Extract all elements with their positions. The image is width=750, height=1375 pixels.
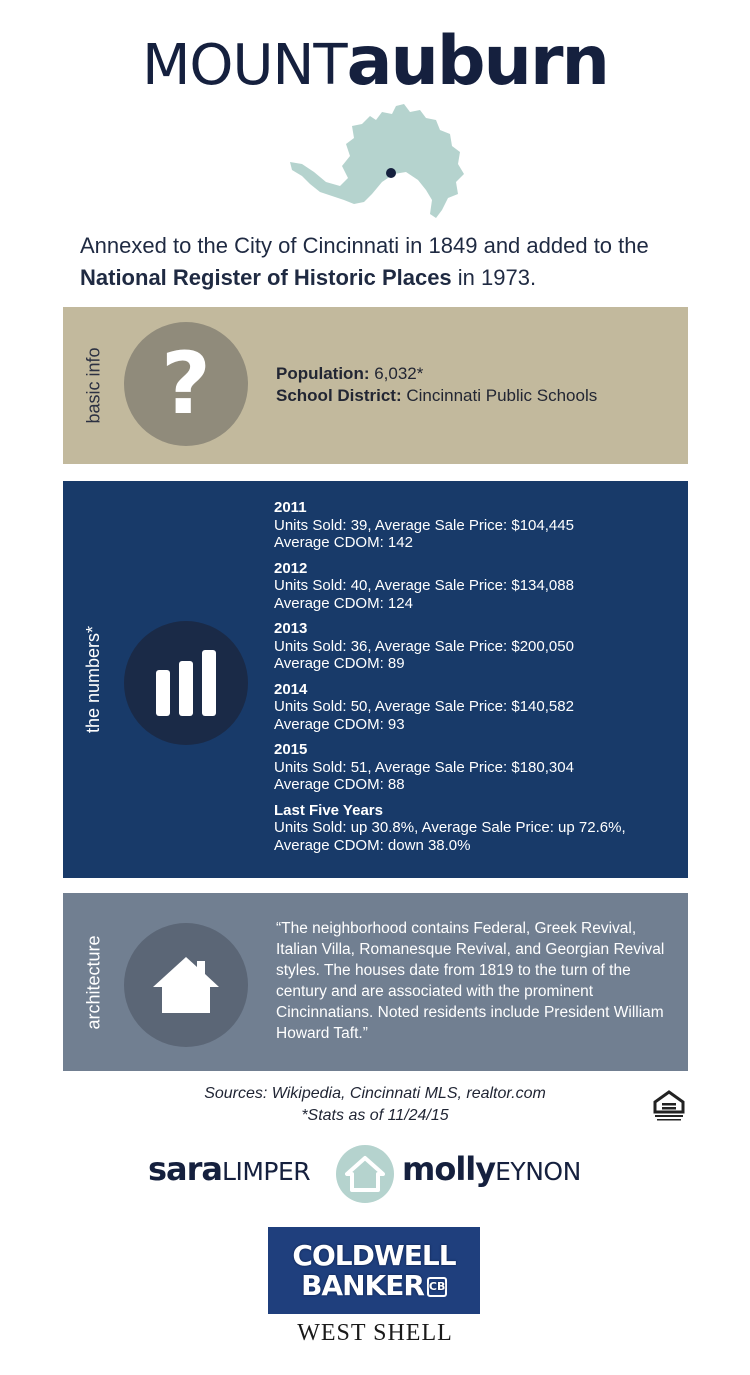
question-mark-icon: ?: [161, 334, 211, 434]
numbers-stats: [274, 499, 674, 862]
architecture-panel: [63, 893, 688, 1071]
title-auburn: auburn: [346, 22, 608, 101]
house-icon: [345, 1155, 385, 1193]
question-mark-circle: [124, 322, 248, 446]
house-icon: [149, 953, 223, 1017]
bar-chart-circle: [124, 621, 248, 745]
bar-chart-icon: [153, 648, 219, 718]
architecture-quote: “The neighborhood contains Federal, Greek Revival, Italian Villa, Romanesque Revival, and Georgian Revival styles. The houses date from 1819 to the turn of the century and are associated with the prominent Cincinnatians. Noted residents include President William Howard Taft.”: [276, 920, 665, 1042]
agent-house-logo: [336, 1145, 394, 1203]
basic-info-panel: [63, 307, 688, 464]
stat-block-2015: 2015 Units Sold: 51, Average Sale Price: $180,304 Average CDOM: 88: [274, 741, 574, 793]
sources-note: Sources: Wikipedia, Cincinnati MLS, realtor.com *Stats as of 11/24/15: [0, 1083, 750, 1127]
intro-text: Annexed to the City of Cincinnati in 1849 and added to the National Register of Historic Places in 1973.: [80, 233, 649, 290]
numbers-label: the numbers*: [83, 625, 104, 734]
stat-block-2014: 2014 Units Sold: 50, Average Sale Price: $140,582 Average CDOM: 93: [274, 680, 574, 733]
population-value: 6,032*: [374, 364, 424, 383]
stat-block-2011: 2011 Units Sold: 39, Average Sale Price: $104,445 Average CDOM: 142: [274, 499, 574, 551]
equal-housing-icon: [652, 1090, 686, 1122]
coldwell-banker-logo: COLDWELL BANKER CB: [268, 1227, 480, 1314]
agent-molly-eynon: mollyEYNON: [402, 1150, 581, 1188]
numbers-panel: [63, 481, 688, 878]
stat-block-2012: 2012 Units Sold: 40, Average Sale Price: $134,088 Average CDOM: 124: [274, 559, 574, 612]
title-mount: MOUNT: [142, 33, 347, 98]
intro-emphasis: National Register of Historic Places: [80, 265, 452, 290]
school-district-value: Cincinnati Public Schools: [406, 386, 598, 405]
stat-block-five-years: Last Five Years Units Sold: up 30.8%, Average Sale Price: up 72.6%, Average CDOM: down 38.0%: [274, 801, 626, 854]
page-title: [0, 22, 750, 101]
agent-sara-limper: saraLIMPER: [148, 1150, 311, 1188]
cincinnati-map-icon: [280, 102, 470, 220]
cb-mark-icon: CB: [427, 1277, 447, 1297]
basic-info-text: Population: 6,032* School District: Cincinnati Public Schools: [276, 364, 598, 405]
office-name: WEST SHELL: [297, 1320, 453, 1346]
architecture-label: architecture: [83, 934, 104, 1030]
agents-logo: [148, 1141, 608, 1205]
stats-date-note: *Stats as of 11/24/15: [301, 1107, 449, 1124]
stat-block-2013: 2013 Units Sold: 36, Average Sale Price: $200,050 Average CDOM: 89: [274, 620, 574, 672]
house-circle: [124, 923, 248, 1047]
basic-info-label: basic info: [83, 347, 104, 424]
